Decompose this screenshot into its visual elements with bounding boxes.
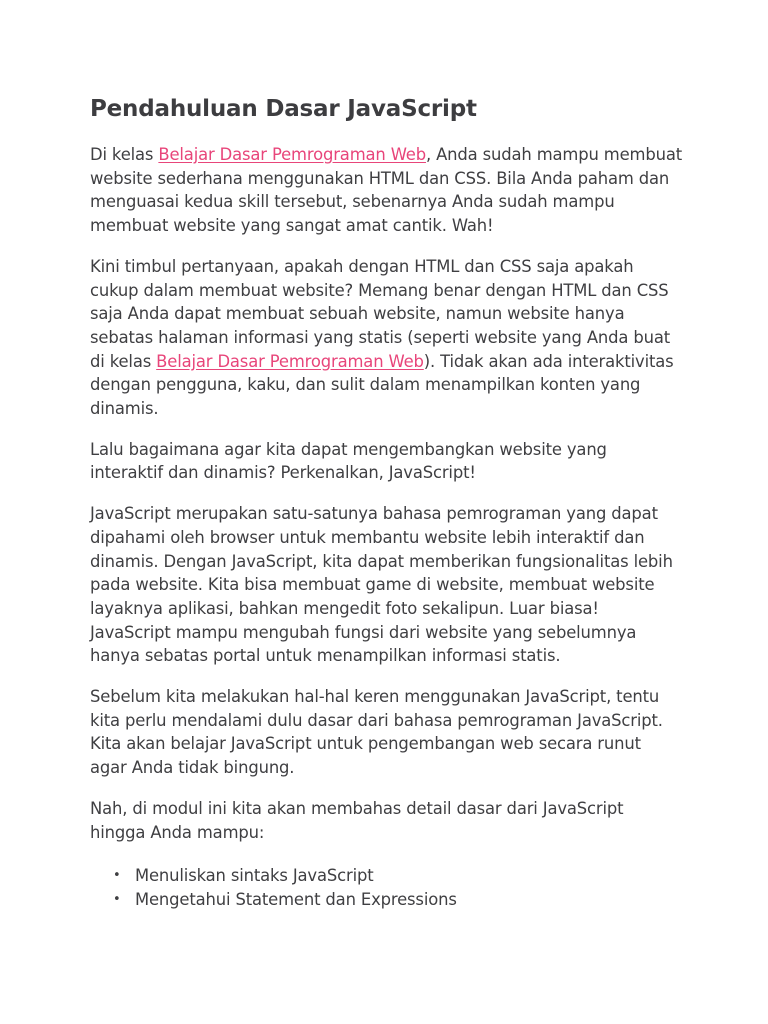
goals-list — [90, 864, 682, 912]
paragraph-intro — [90, 143, 682, 238]
paragraph-before-learning: Sebelum kita melakukan hal-hal keren menggunakan JavaScript, tentu kita perlu mendalami dulu dasar dari bahasa pemrograman JavaScript. Kita akan belajar JavaScript untuk pengembangan web secara runut agar Anda tidak bingung. — [90, 687, 663, 778]
page-title: Pendahuluan Dasar JavaScript — [90, 96, 477, 122]
paragraph-text: Kini timbul pertanyaan, apakah dengan HTML dan CSS saja apakah cukup dalam membuat website? Memang benar dengan HTML dan CSS saja Anda dapat membuat sebuah website, namun website hanya sebatas halaman informasi yang statis (seperti website yang Anda buat di kelas — [90, 256, 670, 371]
bullet-icon: • — [113, 868, 121, 884]
list-item-text: Menuliskan sintaks JavaScript — [135, 866, 374, 886]
course-link[interactable]: Belajar Dasar Pemrograman Web — [158, 145, 426, 164]
paragraph-module-goals: Nah, di modul ini kita akan membahas detail dasar dari JavaScript hingga Anda mampu: — [90, 798, 624, 842]
bullet-icon: • — [113, 892, 121, 908]
list-item-text: Mengetahui Statement dan Expressions — [135, 890, 457, 910]
paragraph-introduce-js: Lalu bagaimana agar kita dapat mengembangkan website yang interaktif dan dinamis? Perkenalkan, JavaScript! — [90, 439, 607, 483]
paragraph-question — [90, 255, 682, 421]
list-item — [113, 888, 682, 912]
list-item — [113, 864, 682, 888]
paragraph-text: Di kelas — [90, 145, 159, 164]
paragraph-js-description: JavaScript merupakan satu-satunya bahasa pemrograman yang dapat dipahami oleh browser untuk membantu website lebih interaktif dan dinamis. Dengan JavaScript, kita dapat memberikan fungsionalitas lebih pada website. Kita bisa membuat game di website, membuat website layaknya aplikasi, bahkan mengedit foto sekalipun. Luar biasa! JavaScript mampu mengubah fungsi dari website yang sebelumnya hanya sebatas portal untuk menampilkan informasi statis. — [90, 504, 673, 666]
paragraph-text: , Anda sudah mampu membuat website sederhana menggunakan HTML dan CSS. Bila Anda paham dan menguasai kedua skill tersebut, sebenarnya Anda sudah mampu membuat website yang sangat amat cantik. Wah! — [90, 145, 682, 236]
course-link[interactable]: Belajar Dasar Pemrograman Web — [156, 351, 424, 371]
paragraph-text: ). Tidak akan ada interaktivitas dengan pengguna, kaku, dan sulit dalam menampilkan konten yang dinamis. — [90, 351, 674, 419]
